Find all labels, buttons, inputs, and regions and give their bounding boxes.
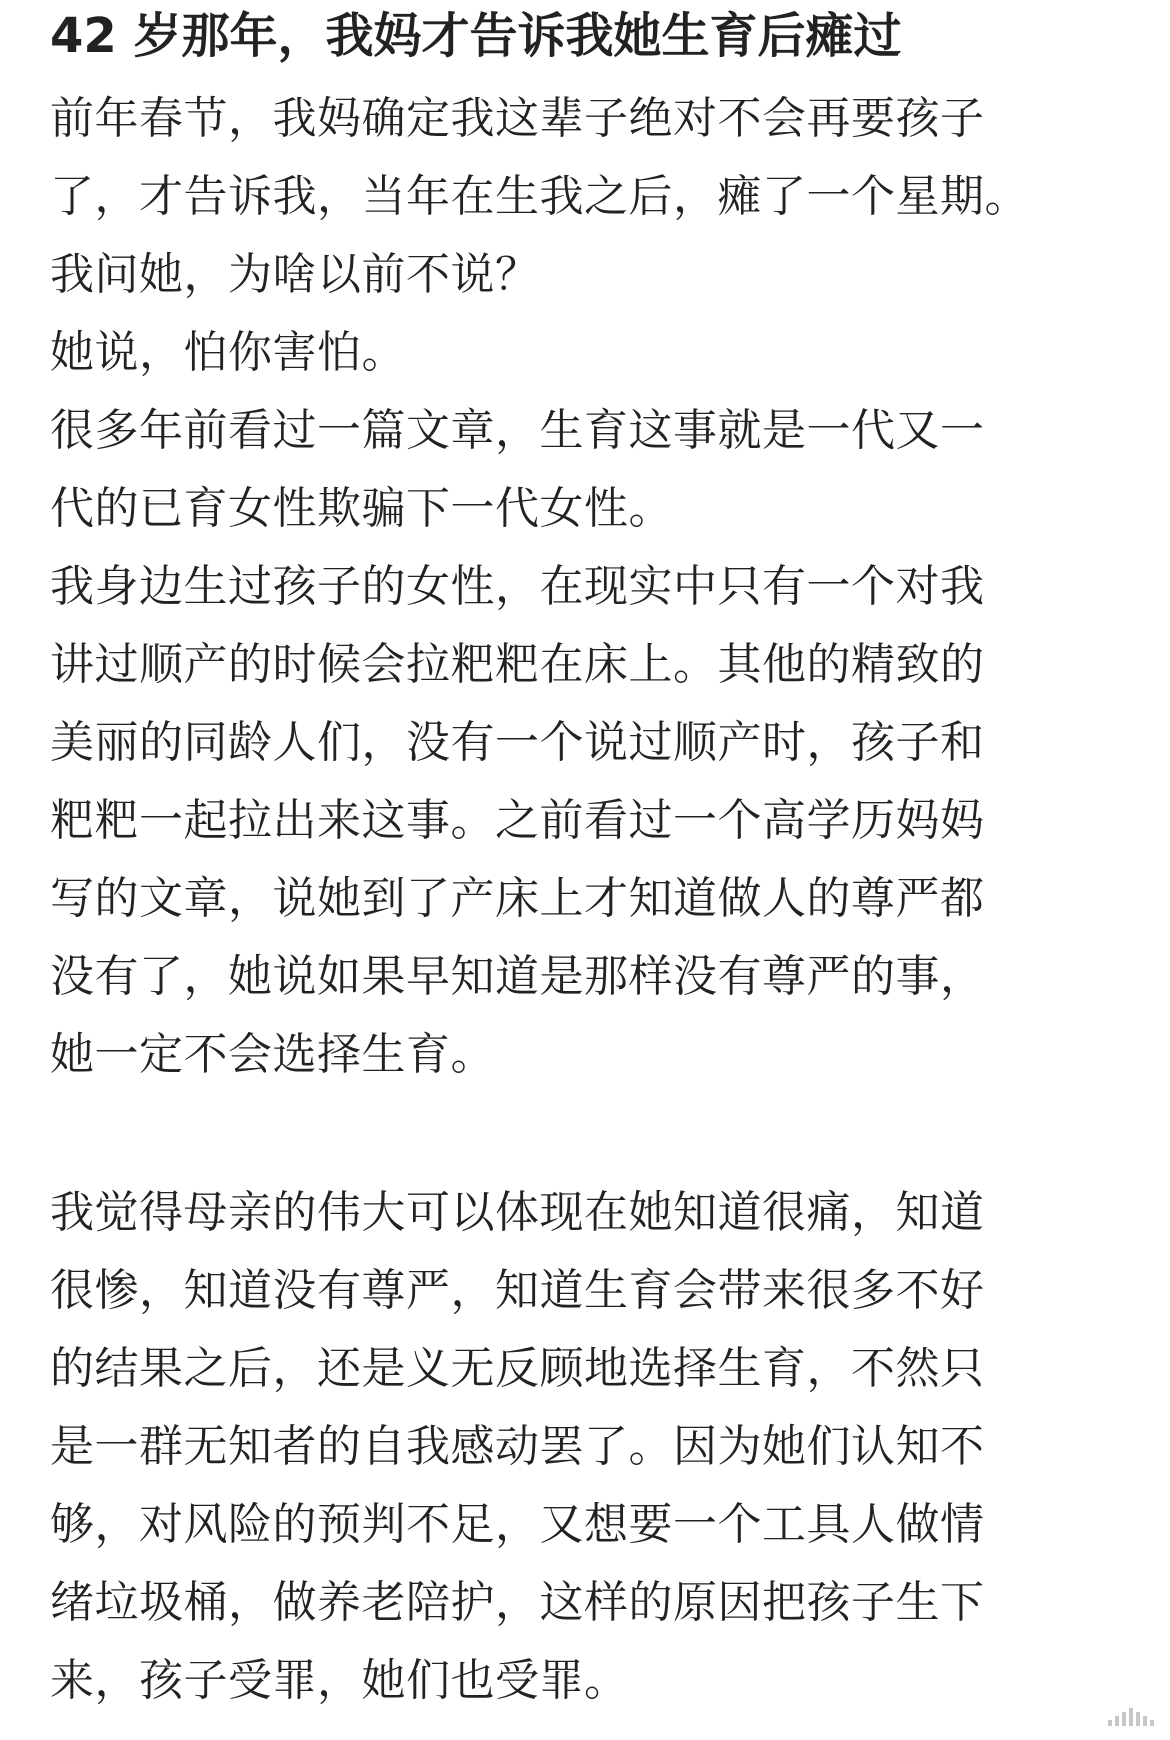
text-line: 代的已育女性欺骗下一代女性。 bbox=[50, 483, 673, 534]
text-line: 讲过顺产的时候会拉粑粑在床上。其他的精致的 bbox=[50, 639, 985, 690]
text-line: 写的文章，说她到了产床上才知道做人的尊严都 bbox=[50, 873, 985, 924]
text-line: 没有了，她说如果早知道是那样没有尊严的事， bbox=[50, 951, 985, 1002]
text-line: 绪垃圾桶，做养老陪护，这样的原因把孩子生下 bbox=[50, 1577, 985, 1628]
text-line: 我身边生过孩子的女性，在现实中只有一个对我 bbox=[50, 561, 985, 612]
text-line: 的结果之后，还是义无反顾地选择生育，不然只 bbox=[50, 1343, 985, 1394]
text-line: 她一定不会选择生育。 bbox=[50, 1029, 495, 1080]
article-title: 42 岁那年，我妈才告诉我她生育后瘫过 bbox=[50, 8, 902, 64]
text-line: 很惨，知道没有尊严，知道生育会带来很多不好 bbox=[50, 1265, 985, 1316]
text-line: 够，对风险的预判不足，又想要一个工具人做情 bbox=[50, 1499, 985, 1550]
watermark-bars-icon bbox=[1108, 1708, 1154, 1726]
text-line: 美丽的同龄人们，没有一个说过顺产时，孩子和 bbox=[50, 717, 985, 768]
paragraph-2 bbox=[50, 1174, 1110, 1720]
text-line: 很多年前看过一篇文章，生育这事就是一代又一 bbox=[50, 405, 985, 456]
text-line: 我问她，为啥以前不说？ bbox=[50, 249, 540, 300]
text-line: 前年春节，我妈确定我这辈子绝对不会再要孩子 bbox=[50, 93, 985, 144]
text-line: 她说，怕你害怕。 bbox=[50, 327, 406, 378]
text-line: 是一群无知者的自我感动罢了。因为她们认知不 bbox=[50, 1421, 985, 1472]
paragraph-spacer bbox=[50, 1094, 1110, 1174]
text-line: 粑粑一起拉出来这事。之前看过一个高学历妈妈 bbox=[50, 795, 985, 846]
text-line: 了，才告诉我，当年在生我之后，瘫了一个星期。 bbox=[50, 171, 1029, 222]
text-line: 我觉得母亲的伟大可以体现在她知道很痛，知道 bbox=[50, 1187, 985, 1238]
paragraph-1 bbox=[50, 80, 1110, 1094]
text-line: 来，孩子受罪，她们也受罪。 bbox=[50, 1655, 629, 1706]
